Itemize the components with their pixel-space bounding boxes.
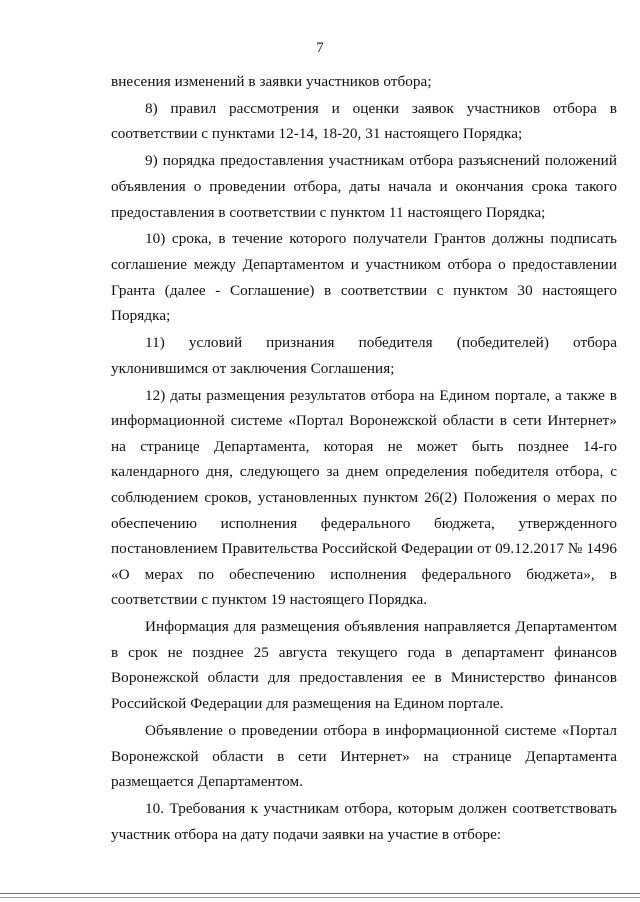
- paragraph-info-submission: Информация для размещения объявления направляется Департаментом в срок не позднее 25 августа текущего года в департамент финансов Воронежской области для предоставления ее в Министерство финансов Российской Федерации для размещения на Едином портале.: [111, 618, 617, 713]
- paragraph-announcement: Объявление о проведении отбора в информационной системе «Портал Воронежской области в сети Интернет» на странице Департамента размещается Департаментом.: [111, 721, 617, 791]
- paragraph-item-12: 12) даты размещения результатов отбора на Едином портале, а также в информационной системе «Портал Воронежской области в сети Интернет» на странице Департамента, которая не может быть позднее 14-го календарного дня, следующего за днем определения победителя отбора, с соблюдением сроков, установленных пунктом 26(2) Положения о мерах по обеспечению исполнения федерального бюджета, утвержденного постановлением Правительства Российской Федерации от 09.12.2017 № 1496 «О мерах по обеспечению исполнения федерального бюджета», в соответствии с пунктом 19 настоящего Порядка.: [111, 386, 617, 609]
- paragraph-continuation: внесения изменений в заявки участников отбора;: [111, 73, 432, 90]
- scan-edge-line: [0, 893, 640, 894]
- paragraph-item-8: 8) правил рассмотрения и оценки заявок участников отбора в соответствии с пунктами 12-14, 18-20, 31 настоящего Порядка;: [111, 99, 617, 143]
- document-body: [111, 69, 617, 848]
- page-number: 7: [316, 40, 324, 56]
- paragraph-section-10: 10. Требования к участникам отбора, которым должен соответствовать участник отбора на дату подачи заявки на участие в отборе:: [111, 800, 617, 843]
- paragraph-item-9: 9) порядка предоставления участникам отбора разъяснений положений объявления о проведении отбора, даты начала и окончания срока такого предоставления в соответствии с пунктом 11 настоящего Порядка;: [111, 152, 617, 221]
- paragraph-item-11: 11) условий признания победителя (победителей) отбора уклонившимся от заключения Соглашения;: [111, 334, 617, 377]
- scan-edge-line: [0, 897, 640, 898]
- paragraph-item-10: 10) срока, в течение которого получатели Грантов должны подписать соглашение между Департаментом и участником отбора о предоставлении Гранта (далее - Соглашение) в соответствии с пунктом 30 настоящего Порядка;: [111, 230, 617, 325]
